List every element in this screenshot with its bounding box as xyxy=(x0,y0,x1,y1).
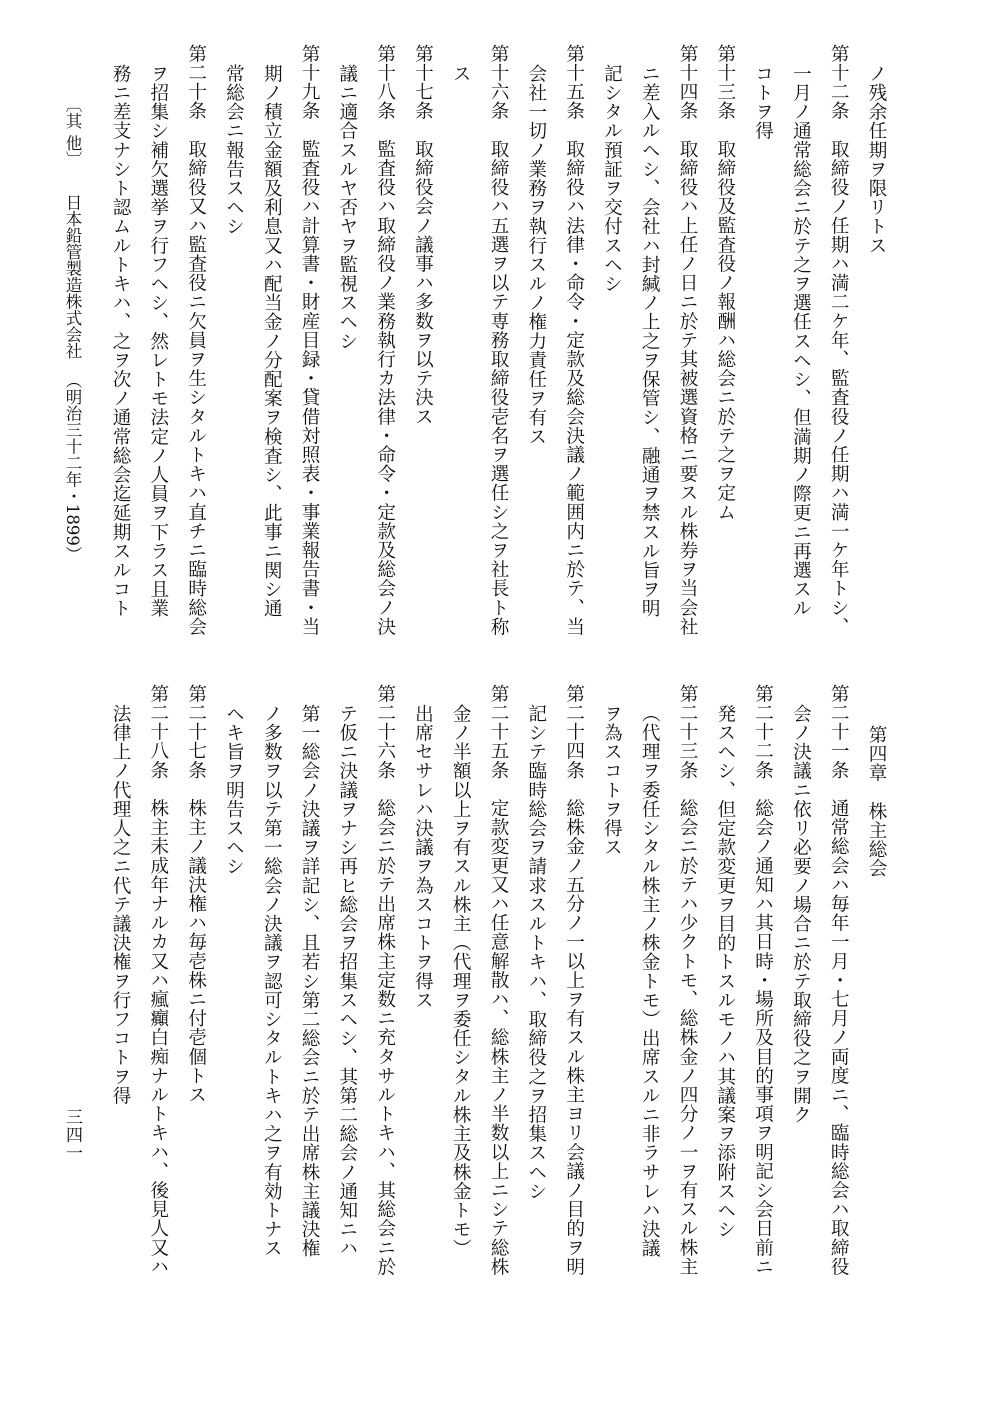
article-12-line: 第十二条 取締役ノ任期ハ満二ケ年、監査役ノ任期ハ満一ケ年トシ、 xyxy=(828,44,850,637)
article-24-line: 第二十四条 総株金ノ五分ノ一以上ヲ有スル株主ヨリ会議ノ目的ヲ明 xyxy=(563,684,585,1277)
text-line: ス xyxy=(450,63,472,83)
article-22-line: 第二十二条 総会ノ通知ハ其日時・場所及目的事項ヲ明記シ会日前ニ xyxy=(752,684,774,1277)
text-line: 一月ノ通常総会ニ於テ之ヲ選任スヘシ、但満期ノ際更ニ再選スル xyxy=(790,63,812,618)
text-line: 会ノ決議ニ依リ必要ノ場合ニ於テ取締役之ヲ開ク xyxy=(790,703,812,1124)
text-line: 金ノ半額以上ヲ有スル株主（代理ヲ委任シタル株主及株金トモ） xyxy=(450,703,472,1258)
text-line: 常総会ニ報告スヘシ xyxy=(223,63,245,236)
article-13-line: 第十三条 取締役及監査役ノ報酬ハ総会ニ於テ之ヲ定ム xyxy=(714,44,736,522)
text-line: コトヲ得 xyxy=(752,63,774,140)
source-company: 日本鉛管製造株式会社 xyxy=(63,193,82,359)
text-line: テ仮ニ決議ヲナシ再ヒ総会ヲ招集スヘシ、其第二総会ノ通知ニハ xyxy=(336,703,358,1258)
text-line: ノ残余任期ヲ限リトス xyxy=(866,63,887,255)
text-line: （代理ヲ委任シタル株主ノ株金トモ）出席スルニ非ラサレハ決議 xyxy=(639,703,661,1258)
article-16-line: 第十六条 取締役ハ五選ヲ以テ専務取締役壱名ヲ選任シ之ヲ社長ト称 xyxy=(488,44,510,637)
lower-text-block xyxy=(105,684,895,1324)
upper-text-block xyxy=(105,44,895,644)
article-19-line: 第十九条 監査役ハ計算書・財産目録・貸借対照表・事業報告書・当 xyxy=(299,44,321,637)
article-21-line: 第二十一条 通常総会ハ毎年一月・七月ノ両度ニ、臨時総会ハ取締役 xyxy=(828,684,850,1277)
text-line: 期ノ積立金額及利息又ハ配当金ノ分配案ヲ検査シ、此事ニ関シ通 xyxy=(261,63,283,618)
text-line: 第一総会ノ決議ヲ詳記シ、且若シ第二総会ニ於テ出席株主議決権 xyxy=(299,703,321,1258)
source-signature xyxy=(60,96,84,596)
article-17-line: 第十七条 取締役会ノ議事ハ多数ヲ以テ決ス xyxy=(412,44,434,426)
text-line: 務ニ差支ナシト認ムルトキハ、之ヲ次ノ通常総会迄延期スルコト xyxy=(110,63,132,618)
article-27-line: 第二十七条 株主ノ議決権ハ毎壱株ニ付壱個トス xyxy=(185,684,207,1105)
text-line: ヘキ旨ヲ明告スヘシ xyxy=(223,703,245,876)
text-line: 記シタル預証ヲ交付スヘシ xyxy=(601,63,623,293)
page-number: 三四一 xyxy=(62,1108,82,1162)
article-28-line: 第二十八条 株主未成年ナルカ又ハ瘋癲白痴ナルトキハ、後見人又ハ xyxy=(147,684,169,1277)
article-25-line: 第二十五条 定款変更又ハ任意解散ハ、総株主ノ半数以上ニシテ総株 xyxy=(488,684,510,1277)
text-line: ニ差入ルヘシ、会社ハ封緘ノ上之ヲ保管シ、融通ヲ禁スル旨ヲ明 xyxy=(639,63,661,618)
source-label: 〔其 他〕 xyxy=(63,96,82,168)
article-14-line: 第十四条 取締役ハ上任ノ日ニ於テ其被選資格ニ要スル株券ヲ当会社 xyxy=(677,44,699,637)
text-line: 発スヘシ、但定款変更ヲ目的トスルモノハ其議案ヲ添附スヘシ xyxy=(714,703,736,1239)
text-line: ヲ為スコトヲ得ス xyxy=(601,703,623,857)
article-18-line: 第十八条 監査役ハ取締役ノ業務執行カ法律・命令・定款及総会ノ決 xyxy=(374,44,396,637)
article-26-line: 第二十六条 総会ニ於テ出席株主定数ニ充タサルトキハ、其総会ニ於 xyxy=(374,684,396,1277)
text-line: 会社一切ノ業務ヲ執行スルノ権力責任ヲ有ス xyxy=(525,63,547,446)
text-line: 記シテ臨時総会ヲ請求スルトキハ、取締役之ヲ招集スヘシ xyxy=(525,703,547,1201)
chapter-heading: 第四章 株主総会 xyxy=(866,724,887,878)
article-15-line: 第十五条 取締役ハ法律・命令・定款及総会決議ノ範囲内ニ於テ、当 xyxy=(563,44,585,637)
text-line: 議ニ適合スルヤ否ヤヲ監視スヘシ xyxy=(336,63,358,351)
text-line: ノ多数ヲ以テ第一総会ノ決議ヲ認可シタルトキハ之ヲ有効トナス xyxy=(261,703,283,1258)
text-line: 出席セサレハ決議ヲ為スコトヲ得ス xyxy=(412,703,434,1010)
text-line: ヲ招集シ補欠選挙ヲ行フヘシ、然レトモ法定ノ人員ヲ下ラス且業 xyxy=(147,63,169,618)
article-20-line: 第二十条 取締役又ハ監査役ニ欠員ヲ生シタルトキハ直チニ臨時総会 xyxy=(185,44,207,637)
source-date: （明治三十二年・1899） xyxy=(63,371,82,563)
article-23-line: 第二十三条 総会ニ於テハ少クトモ、総株金ノ四分ノ一ヲ有スル株主 xyxy=(677,684,699,1277)
text-line: 法律上ノ代理人之ニ代テ議決権ヲ行フコトヲ得 xyxy=(110,703,132,1105)
